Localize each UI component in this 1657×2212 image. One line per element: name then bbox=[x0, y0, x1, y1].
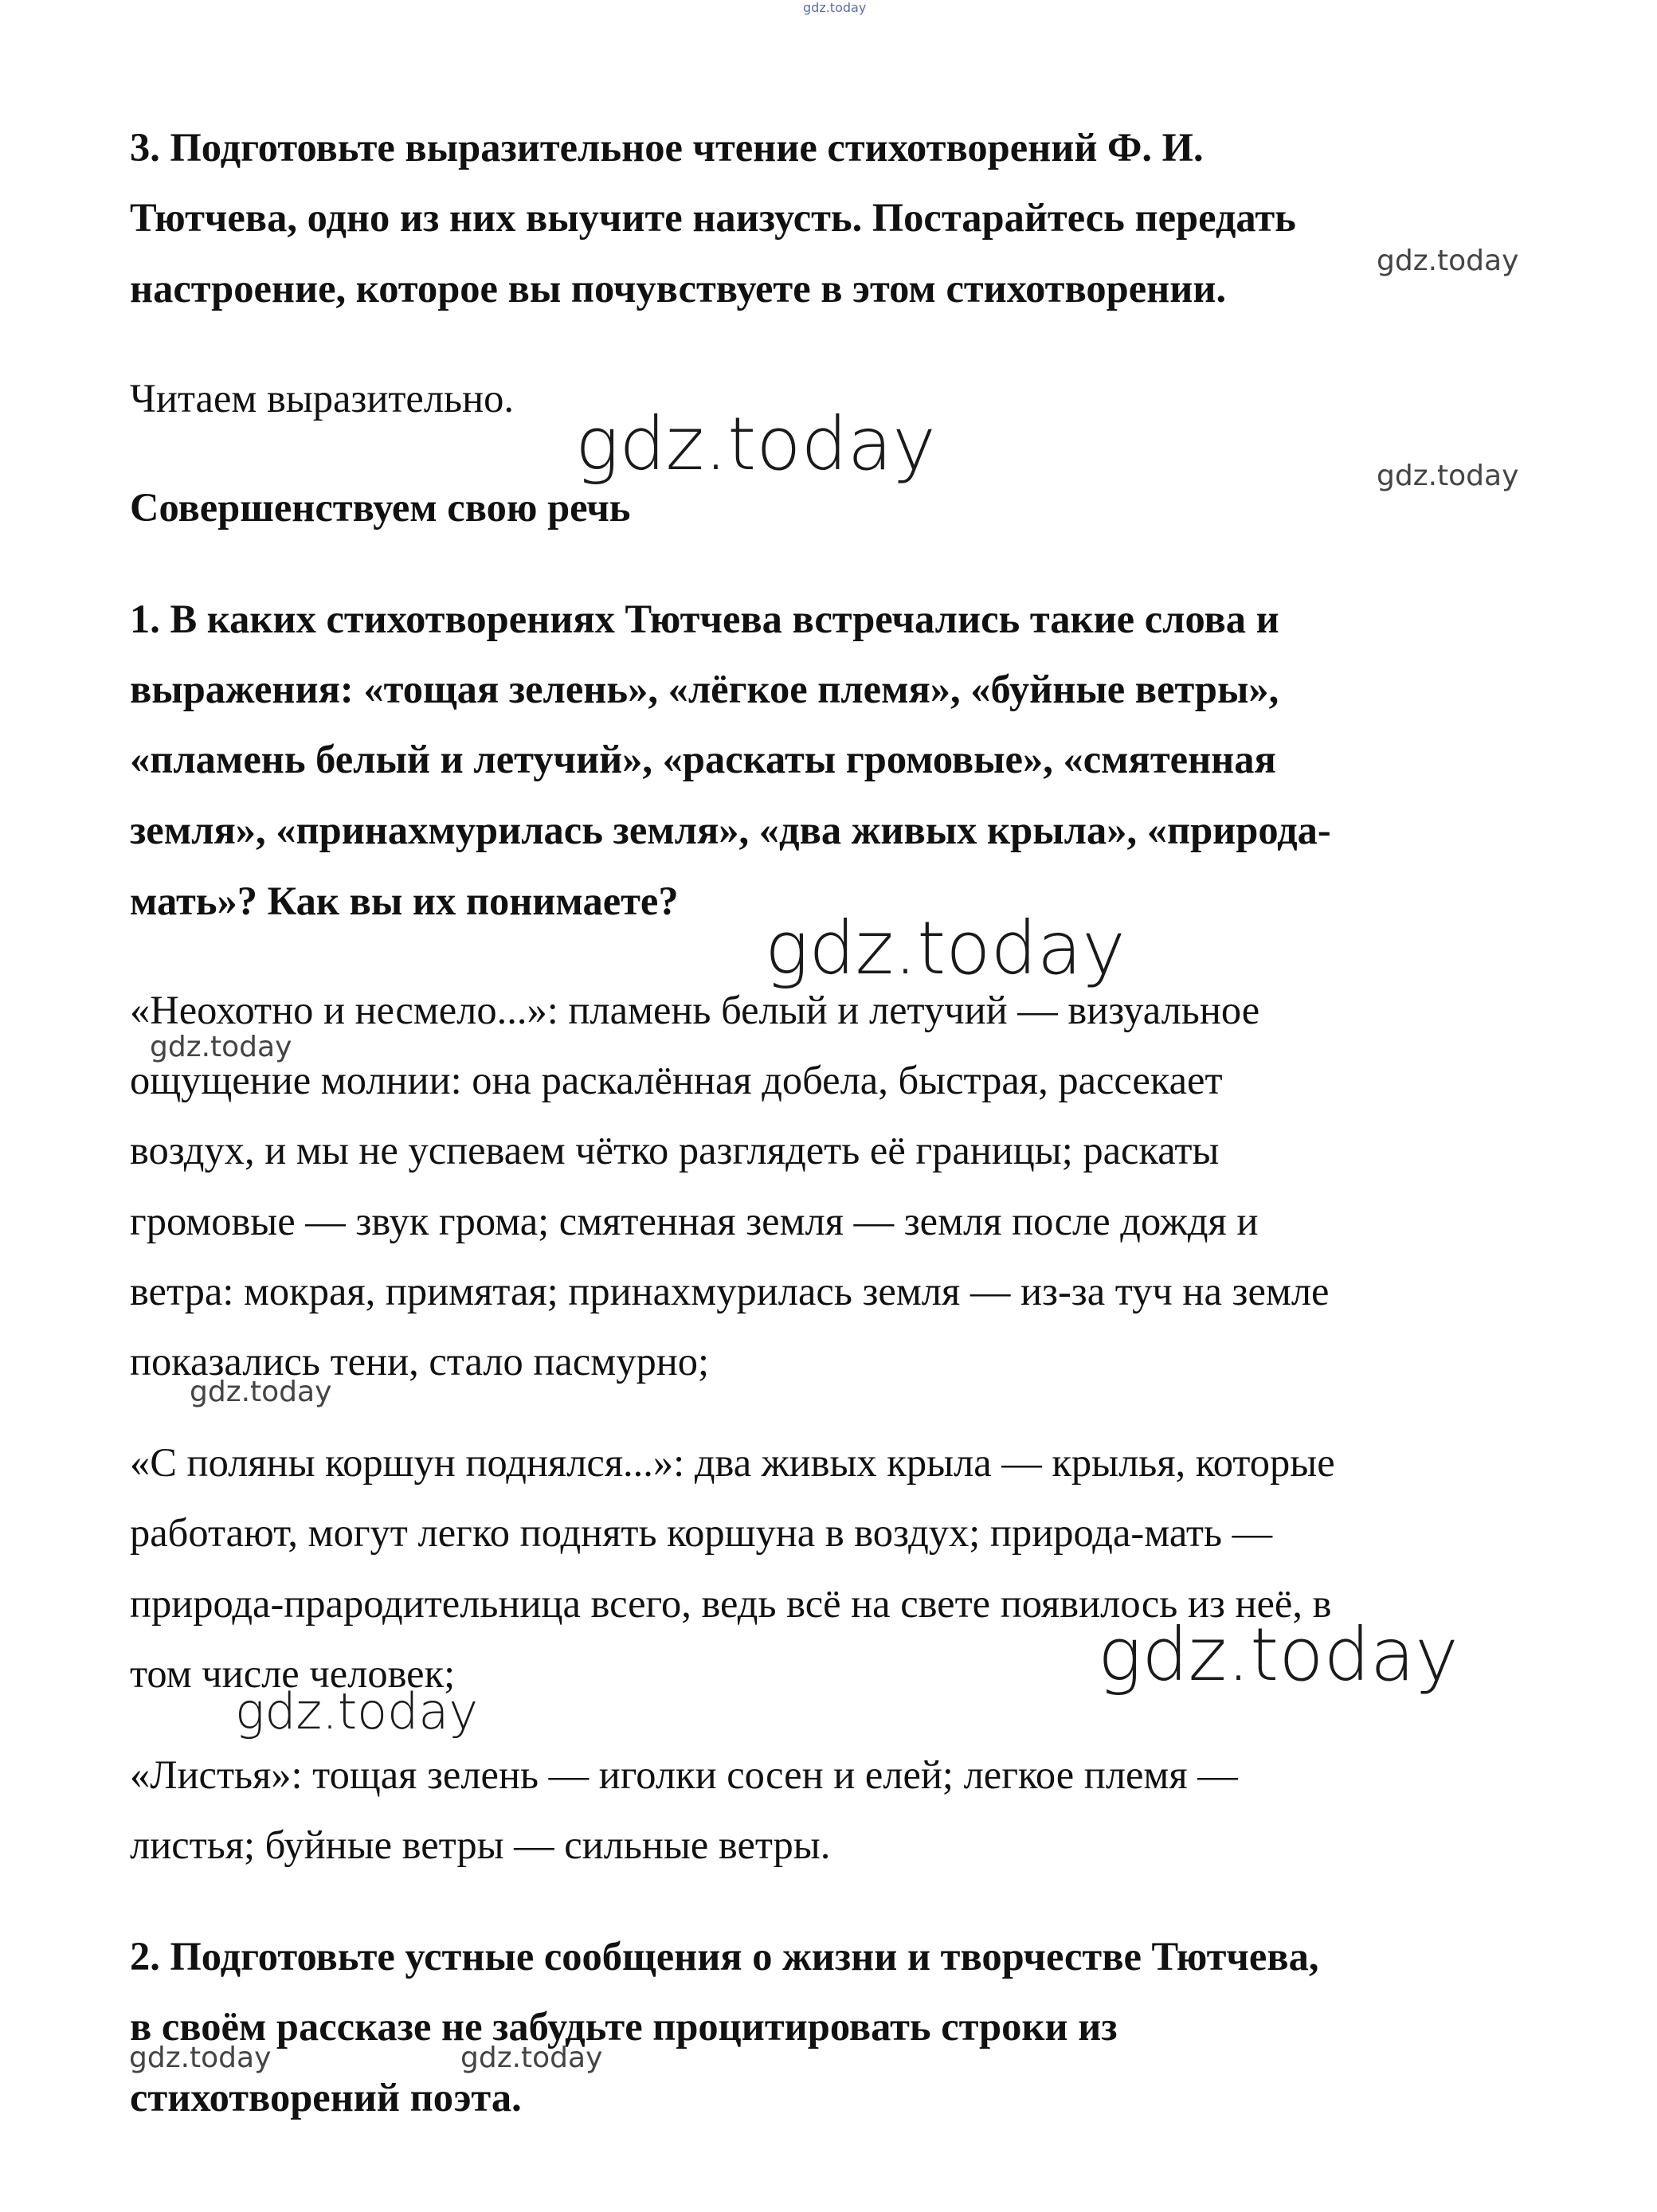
question1-line: земля», «принахмурилась земля», «два живых крыла», «природа- bbox=[130, 808, 1331, 852]
question2-line: в своём рассказе не забудьте процитировать строки из bbox=[130, 2004, 1118, 2049]
watermark: gdz.today bbox=[1098, 1612, 1459, 1697]
task3-line: 3. Подготовьте выразительное чтение стихотворений Ф. И. bbox=[130, 125, 1204, 170]
watermark: gdz.today bbox=[1377, 460, 1519, 492]
answer1-line: «Неохотно и несмело...»: пламень белый и летучий — визуальное bbox=[130, 988, 1260, 1032]
task3-answer: Читаем выразительно. bbox=[130, 376, 514, 421]
answer1-line: ощущение молнии: она раскалённая добела, быстрая, рассекает bbox=[130, 1058, 1223, 1102]
answer1-line: работают, могут легко поднять коршуна в воздух; природа-мать — bbox=[130, 1510, 1273, 1555]
watermark: gdz.today bbox=[235, 1682, 479, 1740]
answer1-line: листья; буйные ветры — сильные ветры. bbox=[130, 1822, 831, 1867]
answer1-line: природа-прародительница всего, ведь всё на свете появилось из неё, в bbox=[130, 1581, 1332, 1626]
question1-line: мать»? Как вы их понимаете? bbox=[130, 879, 679, 923]
answer1-line: воздух, и мы не успеваем чётко разглядеть её границы; раскаты bbox=[130, 1128, 1220, 1173]
watermark-top: gdz.today bbox=[803, 0, 867, 15]
watermark: gdz.today bbox=[190, 1376, 332, 1408]
watermark: gdz.today bbox=[575, 401, 936, 487]
question2-line: 2. Подготовьте устные сообщения о жизни и творчестве Тютчева, bbox=[130, 1934, 1319, 1979]
answer1-line: «Листья»: тощая зелень — иголки сосен и елей; легкое племя — bbox=[130, 1752, 1238, 1797]
answer1-line: том числе человек; bbox=[130, 1651, 456, 1696]
question2-line: стихотворений поэта. bbox=[130, 2075, 522, 2120]
task3-line: Тютчева, одно из них выучите наизусть. Постарайтесь передать bbox=[130, 195, 1296, 240]
answer1-line: ветра: мокрая, примятая; принахмурилась земля — из-за туч на земле bbox=[130, 1269, 1330, 1313]
watermark: gdz.today bbox=[765, 906, 1126, 991]
answer1-line: «С поляны коршун поднялся...»: два живых крыла — крылья, которые bbox=[130, 1440, 1335, 1485]
watermark: gdz.today bbox=[1377, 245, 1519, 277]
answer1-line: громовые — звук грома; смятенная земля — земля после дождя и bbox=[130, 1199, 1259, 1243]
watermark: gdz.today bbox=[129, 2042, 272, 2074]
question1-line: «пламень белый и летучий», «раскаты громовые», «смятенная bbox=[130, 737, 1276, 781]
task3-line: настроение, которое вы почувствуете в этом стихотворении. bbox=[130, 266, 1227, 311]
question1-line: 1. В каких стихотворениях Тютчева встречались такие слова и bbox=[130, 597, 1279, 641]
watermark: gdz.today bbox=[150, 1031, 292, 1063]
answer1-line: показались тени, стало пасмурно; bbox=[130, 1339, 709, 1384]
question1-line: выражения: «тощая зелень», «лёгкое племя», «буйные ветры», bbox=[130, 667, 1279, 711]
watermark: gdz.today bbox=[460, 2042, 603, 2074]
section-title: Совершенствуем свою речь bbox=[130, 485, 631, 530]
